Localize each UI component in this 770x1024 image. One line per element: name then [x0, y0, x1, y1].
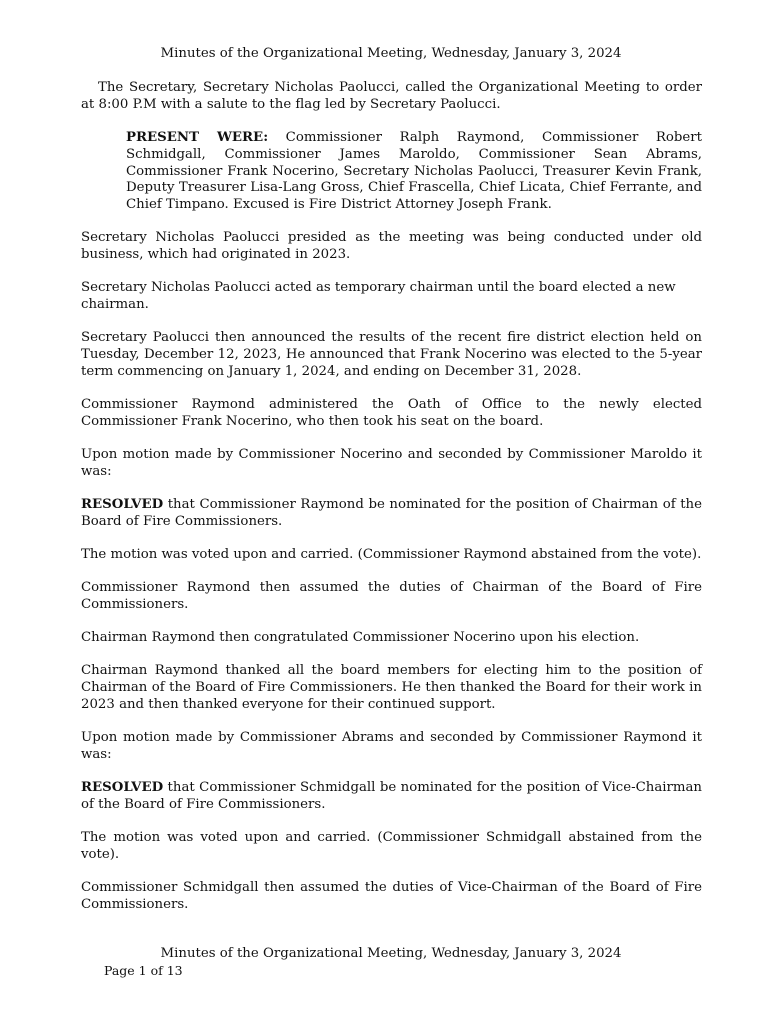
paragraph-vote-chairman: The motion was voted upon and carried. (Commissioner Raymond abstained from the vote).: [81, 547, 702, 563]
paragraph-presided: Secretary Nicholas Paolucci presided as the meeting was being conducted under old business, which had originated in 2023.: [81, 230, 702, 263]
paragraph-congratulated: Chairman Raymond then congratulated Commissioner Nocerino upon his election.: [81, 630, 640, 646]
paragraph-temporary-chairman: Secretary Nicholas Paolucci acted as temporary chairman until the board elected a new chairman.: [81, 280, 676, 313]
opening-paragraph: The Secretary, Secretary Nicholas Paolucci, called the Organizational Meeting to order at 8:00 P.M with a salute to the flag led by Secretary Paolucci.: [81, 80, 702, 112]
resolution-text: that Commissioner Raymond be nominated for the position of Chairman of the Board of Fire Commissioners.: [81, 497, 702, 529]
resolution-chairman: [81, 497, 702, 531]
page-number: Page 1 of 13: [104, 963, 183, 978]
paragraph-assumed-vice-chairman: Commissioner Schmidgall then assumed the duties of Vice-Chairman of the Board of Fire Commissioners.: [81, 880, 702, 912]
paragraph-thanks: Chairman Raymond thanked all the board members for electing him to the position of Chairman of the Board of Fire Commissioners. He then thanked the Board for their work in 2023 and then thanked everyone for their continued support.: [81, 663, 702, 713]
paragraph-motion-chairman: Upon motion made by Commissioner Nocerino and seconded by Commissioner Maroldo it was:: [81, 447, 702, 479]
document-body: [81, 80, 702, 930]
resolution-text: that Commissioner Schmidgall be nominated for the position of Vice-Chairman of the Board of Fire Commissioners.: [81, 780, 702, 812]
page-footer-title: Minutes of the Organizational Meeting, Wednesday, January 3, 2024: [160, 946, 622, 961]
paragraph-election-results: Secretary Paolucci then announced the results of the recent fire district election held on Tuesday, December 12, 2023, He announced that Frank Nocerino was elected to the 5-year term commencing on January 1, 2024, and ending on December 31, 2028.: [81, 330, 702, 379]
resolved-label: RESOLVED: [81, 497, 164, 513]
present-label: PRESENT WERE:: [126, 129, 269, 145]
resolution-vice-chairman: [81, 780, 702, 814]
page-header: Minutes of the Organizational Meeting, Wednesday, January 3, 2024: [160, 46, 622, 61]
paragraph-oath-of-office: Commissioner Raymond administered the Oath of Office to the newly elected Commissioner Frank Nocerino, who then took his seat on the board.: [81, 397, 702, 429]
attendance-paragraph: [126, 130, 702, 214]
paragraph-motion-vice-chairman: Upon motion made by Commissioner Abrams and seconded by Commissioner Raymond it was:: [81, 730, 702, 762]
paragraph-vote-vice-chairman: The motion was voted upon and carried. (Commissioner Schmidgall abstained from the vote).: [81, 830, 702, 862]
attendance-list: Commissioner Ralph Raymond, Commissioner Robert Schmidgall, Commissioner James Maroldo, Commissioner Sean Abrams, Commissioner Frank Nocerino, Secretary Nicholas Paolucci, Treasurer Kevin Frank, Deputy Treasurer Lisa-Lang Gross, Chief Frascella, Chief Licata, Chief Ferrante, and Chief Timpano. Excused is Fire District Attorney Joseph Frank.: [126, 129, 702, 213]
paragraph-assumed-chairman: Commissioner Raymond then assumed the duties of Chairman of the Board of Fire Commissioners.: [81, 580, 702, 613]
resolved-label: RESOLVED: [81, 780, 164, 796]
